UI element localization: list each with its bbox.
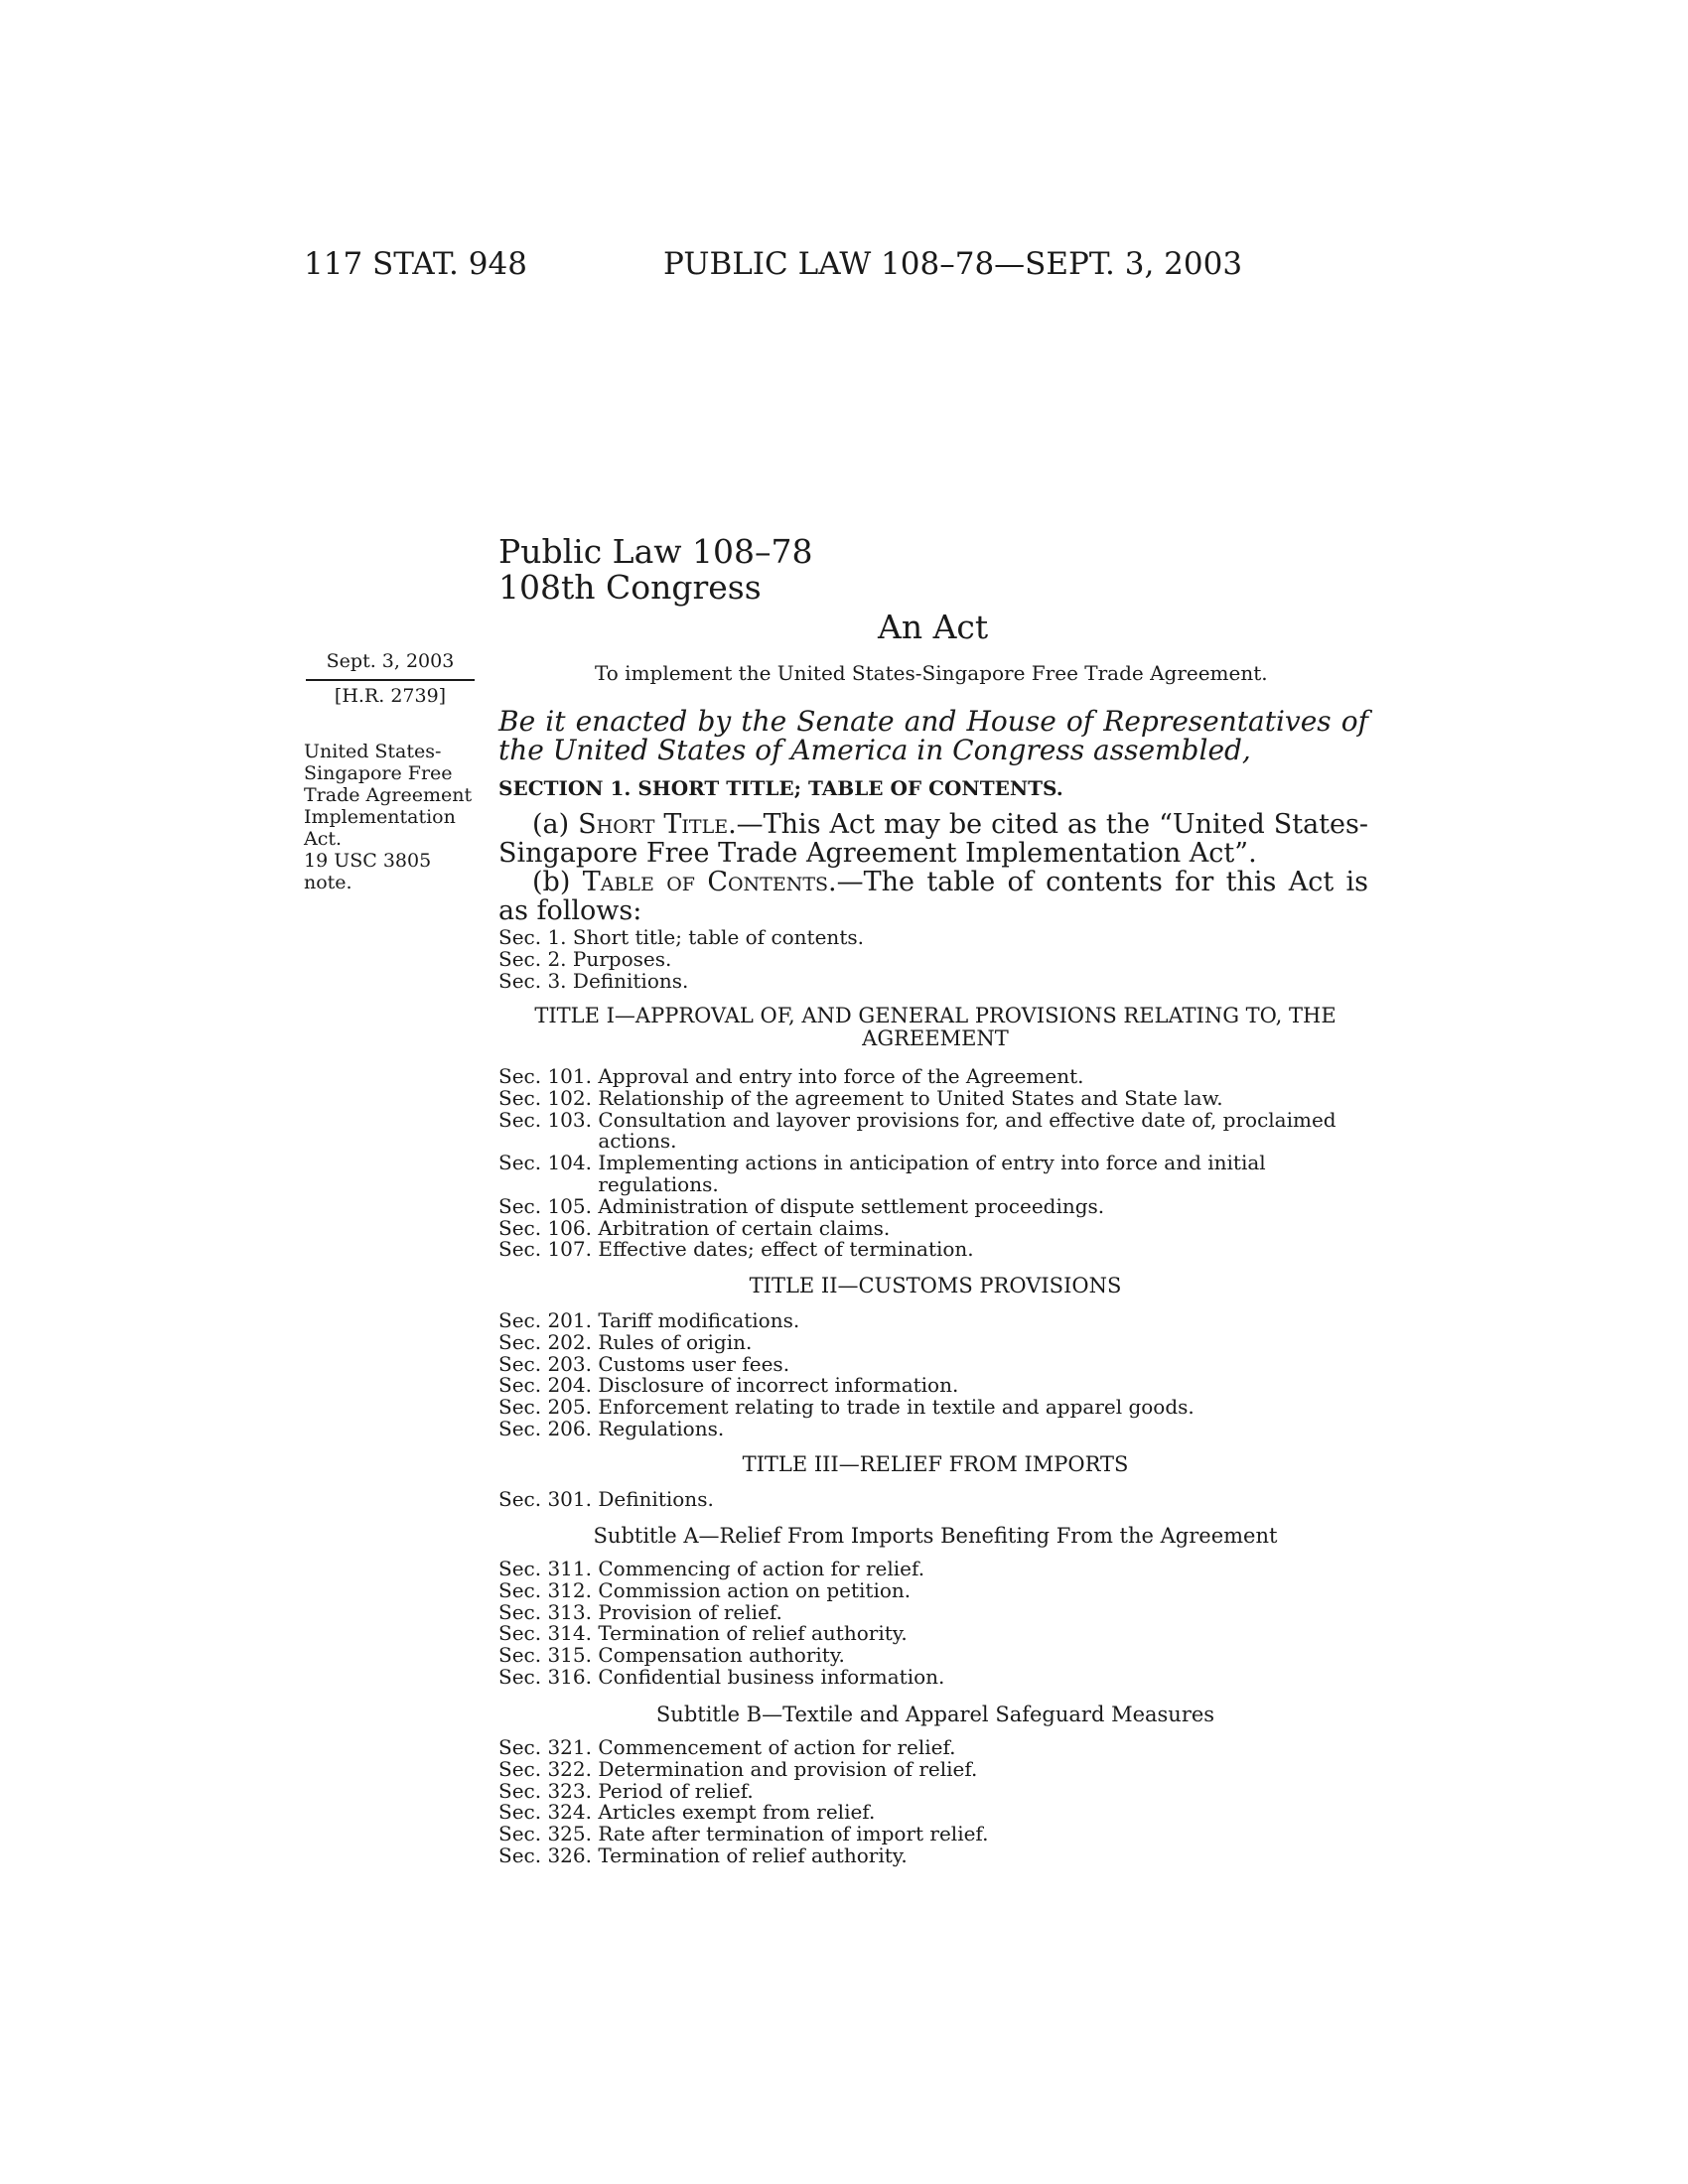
margin-note-line: 19 USC 3805 — [304, 850, 432, 872]
toc-entry — [498, 1193, 1372, 1218]
toc-sec-number: Sec. 313. — [498, 1599, 599, 1624]
margin-divider — [306, 679, 475, 681]
toc-sec-title: Regulations. — [598, 1416, 725, 1440]
toc-sec-number: Sec. 312. — [498, 1577, 599, 1602]
toc-sec-title: Provision of relief. — [598, 1599, 782, 1624]
toc-sec-title: Determination and provision of relief. — [598, 1756, 978, 1781]
toc-sec-title: Tariff modifications. — [598, 1308, 800, 1332]
toc-sec-number: Sec. 1. — [498, 925, 573, 949]
enacting-clause: Be it enacted by the Senate and House of Representatives of the United States of America in Congress assembled, — [498, 705, 1368, 766]
toc-sec-title: Commission action on petition. — [598, 1577, 912, 1602]
toc-entry — [498, 1375, 1372, 1397]
toc-sec-number: Sec. 323. — [498, 1778, 599, 1803]
toc-sec-title: Implementing actions in anticipation of entry into force and initial regulations. — [598, 1151, 1266, 1196]
toc-entry — [498, 1397, 1372, 1419]
toc-title-heading: TITLE II—CUSTOMS PROVISIONS — [749, 1274, 1122, 1297]
toc-entry — [498, 1310, 1372, 1332]
congress-label: 108th Congress — [498, 568, 762, 607]
toc-sec-number: Sec. 206. — [498, 1416, 599, 1440]
toc-sec-number: Sec. 314. — [498, 1621, 599, 1646]
toc-sec-number: Sec. 301. — [498, 1487, 599, 1511]
toc-subtitle-b — [498, 1737, 1372, 1867]
toc-sec-number: Sec. 316. — [498, 1664, 599, 1689]
toc-entry — [498, 927, 1372, 949]
toc-sec-title: Consultation and layover provisions for, and effective date of, proclaimed actions. — [598, 1107, 1336, 1154]
toc-sec-number: Sec. 202. — [498, 1329, 599, 1354]
toc-sec-number: Sec. 325. — [498, 1822, 599, 1846]
act-label: An Act — [878, 608, 989, 646]
margin-date: Sept. 3, 2003 — [326, 650, 455, 672]
para-label: (a) — [532, 809, 579, 840]
toc-entry — [498, 1645, 1372, 1667]
toc-entry — [498, 1737, 1372, 1759]
toc-sec-number: Sec. 315. — [498, 1643, 599, 1668]
toc-sec-number: Sec. 326. — [498, 1843, 599, 1867]
margin-note-line: United States- — [304, 741, 442, 762]
margin-note-line: Act. — [304, 828, 343, 850]
para-text: .—This Act may be cited as the “United States-Singapore Free Trade Agreement Implementation Act”. — [498, 809, 1368, 869]
toc-sec-title: Disclosure of incorrect information. — [598, 1373, 959, 1398]
margin-note — [304, 741, 483, 893]
toc-entry — [498, 1845, 1372, 1867]
toc-title1 — [498, 1066, 1372, 1261]
toc-sec-number: Sec. 205. — [498, 1395, 599, 1420]
toc-sec-title: Commencement of action for relief. — [598, 1735, 956, 1759]
paragraph-short-title — [498, 810, 1368, 868]
toc-title-heading: TITLE I—APPROVAL OF, AND GENERAL PROVISIONS RELATING TO, THE AGREEMENT — [534, 1004, 1336, 1050]
toc-entry — [498, 1107, 1372, 1154]
toc-title-heading: TITLE III—RELIEF FROM IMPORTS — [742, 1452, 1129, 1476]
toc-entry — [498, 1559, 1372, 1580]
toc-sec-title: Articles exempt from relief. — [598, 1800, 876, 1825]
toc-entry — [498, 1756, 1372, 1781]
margin-note-line: Implementation — [304, 806, 456, 828]
toc-entry — [498, 1599, 1372, 1624]
toc-sec-title: Purposes. — [572, 946, 672, 971]
para-caption: Short Title — [578, 809, 729, 840]
law-title-block — [498, 534, 812, 606]
toc-entry — [498, 1085, 1372, 1110]
toc-sec-number: Sec. 322. — [498, 1756, 599, 1781]
toc-sec-title: Termination of relief authority. — [598, 1843, 908, 1867]
paragraph-table-of-contents — [498, 868, 1368, 925]
toc-sec-number: Sec. 106. — [498, 1215, 599, 1240]
toc-sec-title: Short title; table of contents. — [572, 925, 864, 949]
toc-entry — [498, 946, 1372, 971]
toc-sec-title: Compensation authority. — [598, 1643, 845, 1668]
margin-bill-number: [H.R. 2739] — [334, 685, 447, 707]
toc-entry — [498, 1577, 1372, 1602]
toc-sec-number: Sec. 324. — [498, 1800, 599, 1825]
toc-sec-number: Sec. 311. — [498, 1557, 599, 1580]
toc-sec-title: Arbitration of certain claims. — [598, 1215, 891, 1240]
toc-entry — [498, 1489, 1372, 1511]
toc-entry — [498, 1351, 1372, 1376]
section-heading: SECTION 1. SHORT TITLE; TABLE OF CONTENTS. — [498, 776, 1063, 800]
act-purpose: To implement the United States-Singapore Free Trade Agreement. — [595, 661, 1268, 685]
toc-entry — [498, 1416, 1372, 1440]
toc-title2 — [498, 1310, 1372, 1440]
toc-entry — [498, 1623, 1372, 1645]
toc-sec-title: Definitions. — [598, 1487, 714, 1511]
running-header: PUBLIC LAW 108–78—SEPT. 3, 2003 — [663, 246, 1243, 282]
page-citation: 117 STAT. 948 — [304, 246, 527, 282]
toc-sec-title: Rate after termination of import relief. — [598, 1822, 989, 1846]
toc-sec-title: Customs user fees. — [598, 1351, 790, 1376]
para-caption: Table of Contents — [582, 867, 829, 897]
toc-sec-number: Sec. 203. — [498, 1351, 599, 1376]
toc-sec-title: Effective dates; effect of termination. — [598, 1237, 974, 1262]
toc-sec-title: Commencing of action for relief. — [598, 1557, 925, 1580]
toc-sec-number: Sec. 104. — [498, 1151, 599, 1175]
toc-sec-title: Definitions. — [572, 968, 689, 993]
toc-entry — [498, 1329, 1372, 1354]
toc-sec-number: Sec. 105. — [498, 1193, 599, 1218]
toc-entry — [498, 1824, 1372, 1845]
toc-entry — [498, 1778, 1372, 1803]
toc-sec-number: Sec. 321. — [498, 1735, 599, 1759]
para-label: (b) — [532, 867, 583, 897]
toc-entry — [498, 1239, 1372, 1261]
toc-sec-title: Approval and entry into force of the Agreement. — [598, 1064, 1084, 1088]
margin-note-line: Trade Agreement — [304, 784, 473, 806]
toc-entry — [498, 968, 1372, 993]
toc-title3 — [498, 1489, 1372, 1511]
margin-note-line: note. — [304, 872, 352, 893]
margin-note-line: Singapore Free — [304, 762, 453, 784]
toc-sec-title: Relationship of the agreement to United States and State law. — [598, 1085, 1223, 1110]
toc-sec-title: Rules of origin. — [598, 1329, 753, 1354]
toc-subtitle-heading: Subtitle A—Relief From Imports Benefiting From the Agreement — [593, 1524, 1278, 1548]
toc-sec-title: Enforcement relating to trade in textile and apparel goods. — [598, 1395, 1195, 1420]
toc-entry — [498, 1153, 1372, 1196]
toc-sec-title: Termination of relief authority. — [598, 1621, 908, 1646]
para-text: .—The table of contents for this Act is as follows: — [498, 867, 1369, 926]
toc-subtitle-a — [498, 1559, 1372, 1689]
toc-entry — [498, 1664, 1372, 1689]
toc-sec-number: Sec. 107. — [498, 1237, 599, 1262]
toc-subtitle-heading: Subtitle B—Textile and Apparel Safeguard Measures — [655, 1703, 1215, 1726]
toc-entry — [498, 1066, 1372, 1088]
toc-entry — [498, 1802, 1372, 1824]
toc-sec-number: Sec. 101. — [498, 1064, 599, 1088]
toc-sec-number: Sec. 3. — [498, 968, 573, 993]
toc-entry — [498, 1215, 1372, 1240]
toc-sec-number: Sec. 2. — [498, 946, 573, 971]
toc-sec-number: Sec. 102. — [498, 1085, 599, 1110]
toc-sec-number: Sec. 201. — [498, 1308, 599, 1332]
toc-sec-number: Sec. 204. — [498, 1373, 599, 1398]
toc-sec-number: Sec. 103. — [498, 1107, 599, 1132]
toc-sec-title: Period of relief. — [598, 1778, 754, 1803]
toc-sec-title: Confidential business information. — [598, 1664, 945, 1689]
toc-general — [498, 927, 1372, 992]
law-name: Public Law 108–78 — [498, 532, 813, 571]
toc-sec-title: Administration of dispute settlement proceedings. — [598, 1193, 1105, 1218]
